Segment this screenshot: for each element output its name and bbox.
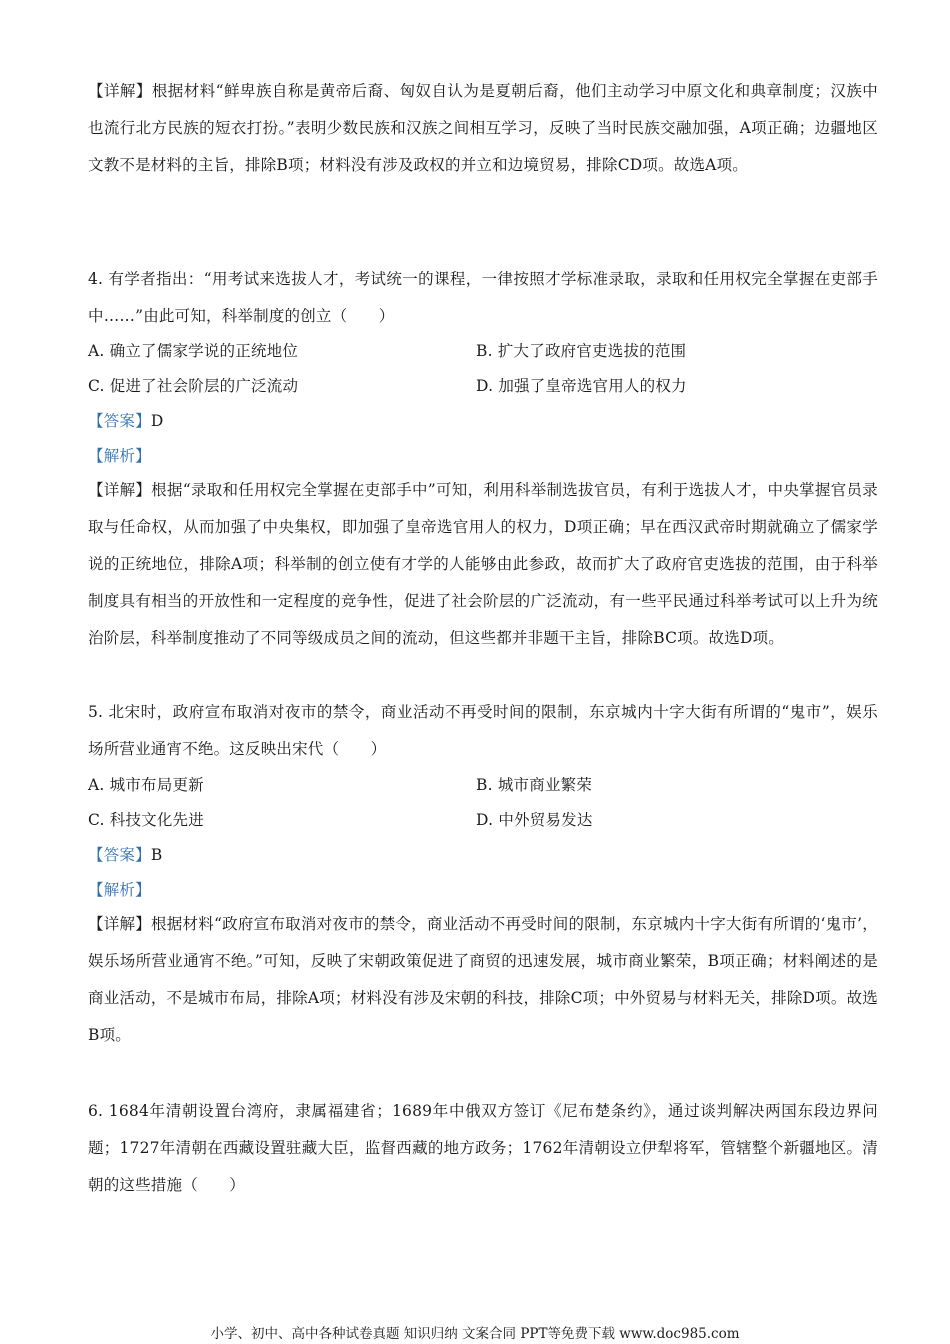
q5-answer-value: B — [150, 846, 163, 864]
q5-option-c: C. 科技文化先进 — [88, 811, 204, 829]
q5-answer — [88, 845, 162, 865]
q5-option-a: A. 城市布局更新 — [88, 776, 204, 794]
q3-detail-text: 【详解】根据材料“鲜卑族自称是黄帝后裔、匈奴自认为是夏朝后裔，他们主动学习中原文化和典章制度；汉族中也流行北方民族的短衣打扮。”表明少数民族和汉族之间相互学习，反映了当时民族交融加强，A项正确；边疆地区文教不是材料的主旨，排除B项；材料没有涉及政权的并立和边境贸易，排除CD项。故选A项。 — [88, 82, 878, 174]
q5-detail-text: 【详解】根据材料“政府宣布取消对夜市的禁令，商业活动不再受时间的限制，东京城内十字大街有所谓的‘鬼市’，娱乐场所营业通宵不绝。”可知，反映了宋朝政策促进了商贸的迅速发展，城市商业繁荣，B项正确；材料阐述的是商业活动，不是城市布局，排除A项；材料没有涉及宋朝的科技，排除C项；中外贸易与材料无关，排除D项。故选B项。 — [88, 915, 878, 1044]
q5-analysis-label: 【解析】 — [88, 881, 151, 899]
q4-option-b: B. 扩大了政府官吏选拔的范围 — [476, 342, 687, 360]
q4-answer-value: D — [150, 412, 164, 430]
q4-answer-label: 【答案】 — [88, 412, 151, 430]
q4-stem: 4. 有学者指出：“用考试来选拔人才，考试统一的课程，一律按照才学标准录取，录取和任用权完全掌握在吏部手中……”由此可知，科举制度的创立（ ） — [88, 270, 878, 325]
q4-option-d: D. 加强了皇帝选官用人的权力 — [476, 377, 687, 395]
q5-answer-label: 【答案】 — [88, 846, 151, 864]
q5-option-b: B. 城市商业繁荣 — [476, 776, 593, 794]
q4-analysis-label: 【解析】 — [88, 447, 151, 465]
q5-stem: 5. 北宋时，政府宣布取消对夜市的禁令，商业活动不再受时间的限制，东京城内十字大街有所谓的“鬼市”，娱乐场所营业通宵不绝。这反映出宋代（ ） — [88, 703, 878, 758]
q4-option-c: C. 促进了社会阶层的广泛流动 — [88, 377, 299, 395]
q4-answer — [88, 411, 163, 431]
q6-stem: 6. 1684年清朝设置台湾府，隶属福建省；1689年中俄双方签订《尼布楚条约》，通过谈判解决两国东段边界问题；1727年清朝在西藏设置驻藏大臣，监督西藏的地方政务；1762年清朝设立伊犁将军，管辖整个新疆地区。清朝的这些措施（ ） — [88, 1102, 878, 1194]
page-footer: 小学、初中、高中各种试卷真题 知识归纳 文案合同 PPT等免费下载 www.doc985.com — [210, 1326, 740, 1342]
q5-option-d: D. 中外贸易发达 — [476, 811, 593, 829]
q4-detail-text: 【详解】根据“录取和任用权完全掌握在吏部手中”可知，利用科举制选拔官员，有利于选拔人才，中央掌握官员录取与任命权，从而加强了中央集权，即加强了皇帝选官用人的权力，D项正确；早在西汉武帝时期就确立了儒家学说的正统地位，排除A项；科举制的创立使有才学的人能够由此参政，故而扩大了政府官吏选拔的范围，由于科举制度具有相当的开放性和一定程度的竞争性，促进了社会阶层的广泛流动，有一些平民通过科举考试可以上升为统治阶层，科举制度推动了不同等级成员之间的流动，但这些都并非题干主旨，排除BC项。故选D项。 — [88, 481, 878, 647]
q4-option-a: A. 确立了儒家学说的正统地位 — [88, 342, 299, 360]
